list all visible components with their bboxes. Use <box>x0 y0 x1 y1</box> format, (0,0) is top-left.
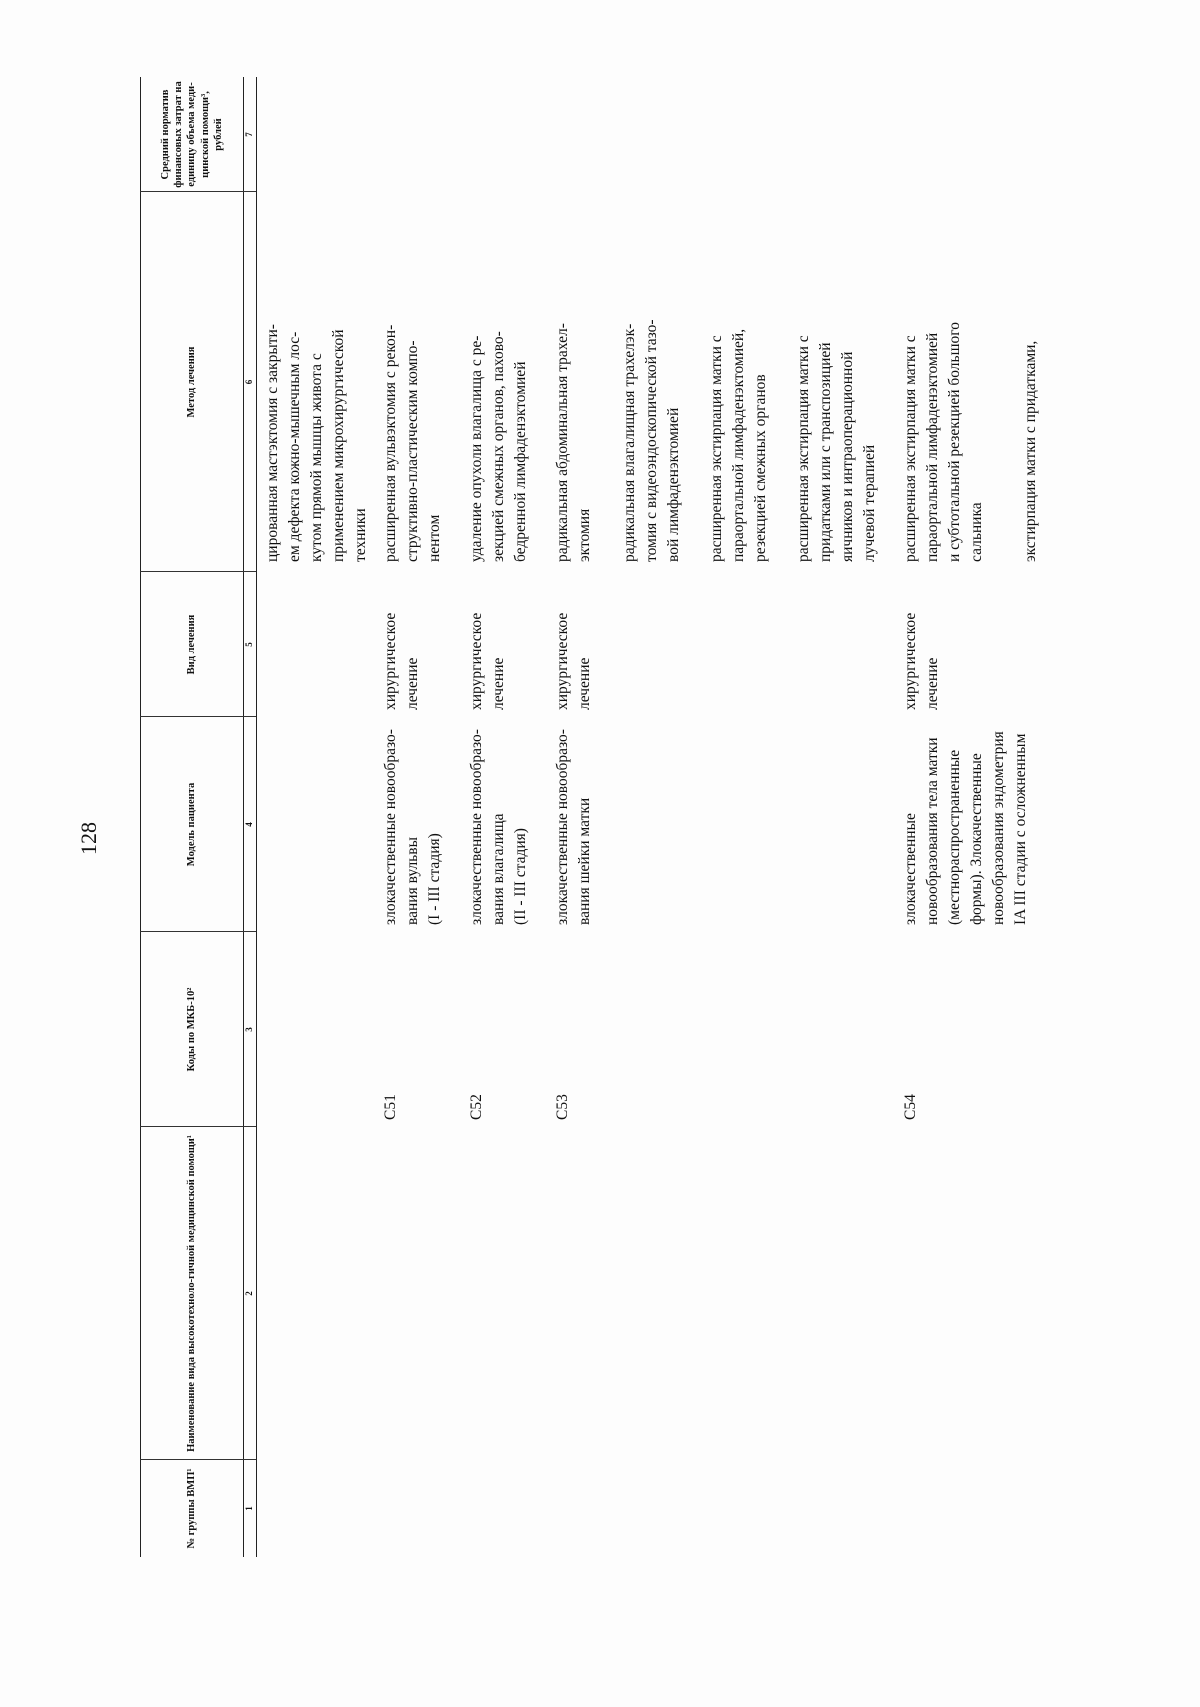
column-divider <box>140 931 256 932</box>
col-number-4: 4 <box>244 822 254 827</box>
header-treatment-type: Вид лечения <box>186 614 198 675</box>
method-text: расширенная вульвэктомия с рекон- структивно-пластическим компо- нентом <box>382 324 443 562</box>
table-header <box>140 77 244 1557</box>
header-group-number: № группы ВМП¹ <box>186 1468 198 1549</box>
column-divider <box>140 191 256 192</box>
column-number-row <box>242 77 257 1557</box>
treatment-type: хирургическое лечение <box>902 612 941 710</box>
patient-model: злокачественные новообразо- вания влагалища (II - III стадия) <box>468 729 529 925</box>
column-divider <box>140 716 256 717</box>
icd-code: C53 <box>554 1094 571 1120</box>
method-text: экстирпация матки с придатками, <box>1022 340 1039 562</box>
treatment-type: хирургическое лечение <box>468 612 507 710</box>
column-divider <box>140 1126 256 1127</box>
method-text: радикальная влагалищная трахелэк- томия с видеоэндоскопической тазо- вой лимфаденэктомией <box>621 319 682 562</box>
col-number-5: 5 <box>244 642 254 647</box>
header-cost-norm: Средний норматив финансовых затрат на единицу объема меди-цинской помощи³, рублей <box>160 81 224 188</box>
rotated-table <box>76 77 1075 1557</box>
patient-model: злокачественные новообразо- вания вульвы (I - III стадия) <box>382 729 443 925</box>
method-text: расширенная экстирпация матки с придатками или с транспозицией яичников и интраоперационной лучевой терапией <box>795 335 878 562</box>
header-treatment-method: Метод лечения <box>186 346 198 418</box>
icd-code: C51 <box>382 1094 399 1120</box>
treatment-type: хирургическое лечение <box>382 612 421 710</box>
method-text: удаление опухоли влагалища с ре- зекцией смежных органов, пахово- бедренной лимфаденэктомией <box>468 331 529 562</box>
method-text: расширенная экстирпация матки с параортальной лимфаденэктомией и субтотальной резекцией большого сальника <box>902 321 985 562</box>
col-number-2: 2 <box>244 1291 254 1296</box>
header-vmp-name: Наименование вида высокотехноло-гичной медицинской помощи¹ <box>186 1135 198 1452</box>
icd-code: C54 <box>902 1094 919 1120</box>
col-number-7: 7 <box>244 132 254 137</box>
patient-model: злокачественные новообразо- вания шейки матки <box>554 729 593 925</box>
col-number-6: 6 <box>244 379 254 385</box>
patient-model: злокачественные новообразования тела матки (местнораспространенные формы). Злокачественные новообразования эндометрия IA III стадии с осложненным <box>902 731 1029 925</box>
column-divider <box>140 1459 256 1460</box>
method-text: расширенная экстирпация матки с параортальной лимфаденэктомией, резекцией смежных органов <box>708 328 769 562</box>
header-patient-model: Модель пациента <box>186 782 198 867</box>
page-number: 128 <box>76 822 101 855</box>
col-number-3: 3 <box>244 1027 254 1032</box>
icd-code: C52 <box>468 1094 485 1120</box>
col-number-1: 1 <box>244 1506 254 1511</box>
column-divider <box>140 571 256 572</box>
treatment-type: хирургическое лечение <box>554 612 593 710</box>
method-text: радикальная абдоминальная трахел- эктомия <box>554 323 593 562</box>
method-text: цированная мастэктомия с закрыти- ем дефекта кожно-мышечным лос- кутом прямой мышцы живота с применением микрохирургической техники <box>264 324 369 562</box>
header-icd-codes: Коды по МКБ-10² <box>186 987 198 1072</box>
